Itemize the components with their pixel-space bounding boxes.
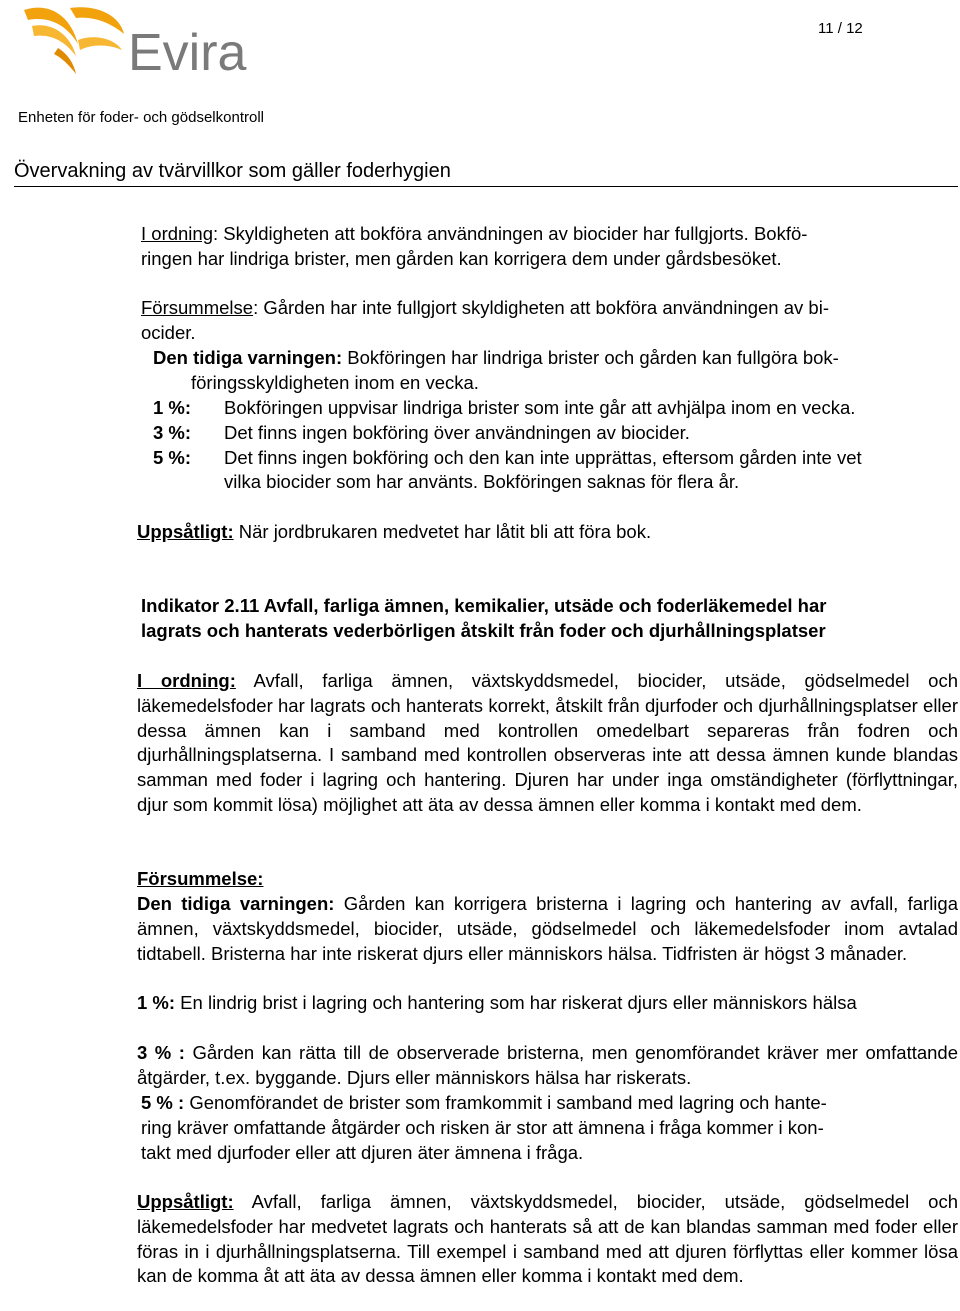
section2-uppsatligt [137, 1190, 958, 1289]
iordning-label: I ordning: [137, 670, 236, 691]
section2-penalty-1 [137, 991, 958, 1016]
section2-penalty-5 [141, 1091, 946, 1165]
document-title: Övervakning av tvärvillkor som gäller foderhygien [14, 160, 451, 182]
iordning-label: I ordning [141, 223, 213, 244]
svg-text:Evira: Evira [128, 24, 247, 76]
penalty-1-label: 1 %: [153, 397, 192, 418]
varning-label: Den tidiga varningen: [153, 347, 343, 368]
iordning-text: Avfall, farliga ämnen, växtskyddsmedel, biocider, utsäde, gödselmedel och läkemedelsfoder har lagrats och hanterats korrekt, åtskilt från djurfoder och djurhållningsplatser eller dessa ämnen kan i samband med kontrollen omedelbart separeras från fodren och djurhållningsplatserna. I samband med kontrollen observeras inte att dessa ämnen kunde blandas samman med foder i lagring och hantering. Djuren har under inga omständigheter (förflyttningar, djur som kommit lösa) möjlighet att äta av dessa ämnen eller komma i kontakt med dem. [137, 670, 958, 815]
penalty-5-text-cont: ring kräver omfattande åtgärder och risken är stor att ämnena i fråga kommer i kon- [141, 1116, 824, 1138]
penalty-5-text: Genomförandet de brister som framkommit i samband med lagring och hante- [184, 1092, 827, 1113]
indicator-heading-line2: lagrats och hanterats vederbörligen åtskilt från foder och djurhållningsplatser [141, 619, 826, 641]
penalty-5-label: 5 % : [141, 1092, 185, 1113]
section2-penalty-3 [137, 1041, 958, 1091]
section1-varning [153, 346, 958, 396]
section1-forsummelse [141, 296, 956, 346]
section1-uppsatligt [137, 520, 952, 545]
penalty-1-label: 1 %: [137, 992, 176, 1013]
section2-varning [137, 892, 958, 966]
uppsatligt-label: Uppsåtligt: [137, 521, 234, 542]
penalty-1-text: Bokföringen uppvisar lindriga brister som inte går att avhjälpa inom en vecka. [224, 397, 856, 418]
unit-name: Enheten för foder- och gödselkontroll [18, 109, 264, 126]
indicator-heading-line1: Indikator 2.11 Avfall, farliga ämnen, kemikalier, utsäde och foderläkemedel har [141, 595, 827, 616]
varning-text: Bokföringen har lindriga brister och gården kan fullgöra bok- [342, 347, 839, 368]
penalty-3-text: Gården kan rätta till de observerade bristerna, men genomförandet kräver mer omfattande åtgärder, t.ex. byggande. Djurs eller människors hälsa har riskerats. [137, 1042, 959, 1088]
section1-iordning [141, 222, 941, 272]
penalty-5-text-cont2: takt med djurfoder eller att djuren äter ämnena i fråga. [141, 1141, 584, 1163]
forsummelse-label: Försummelse [141, 297, 254, 318]
indicator-heading [141, 594, 959, 644]
header-divider [14, 186, 958, 187]
uppsatligt-text: När jordbrukaren medvetet har låtit bli att föra bok. [233, 521, 652, 542]
evira-logo [18, 4, 263, 76]
uppsatligt-label: Uppsåtligt: [137, 1191, 234, 1212]
penalty-1-text: En lindrig brist i lagring och hantering som har riskerat djurs eller människors hälsa [175, 992, 857, 1013]
section1-penalties [153, 396, 958, 495]
forsummelse-text: : Gården har inte fullgjort skyldigheten att bokföra användningen av bi- [253, 297, 829, 318]
penalty-3-label: 3 %: [153, 421, 192, 443]
uppsatligt-text: Avfall, farliga ämnen, växtskyddsmedel, biocider, utsäde, gödselmedel och läkemedelsfoder har medvetet lagrats och hanterats så att de kan blandas samman med foder eller föras in i djurhållningsplatserna. Till exempel i samband med att djuren förflyttas eller kommer lösa kan de komma åt att äta av dessa ämnen eller komma i kontakt med dem. [137, 1191, 958, 1287]
varning-text: Gården kan korrigera bristerna i lagring och hantering av avfall, farliga ämnen, växtskyddsmedel, biocider, utsäde, gödselmedel och läkemedelsfoder inom avtalad tidtabell. Bristerna har inte riskerat djurs eller människors hälsa. Tidfristen är högst 3 månader. [137, 893, 958, 964]
penalty-3-text: Det finns ingen bokföring över användningen av biocider. [224, 421, 690, 443]
penalty-5-text: Det finns ingen bokföring och den kan inte upprättas, eftersom gården inte vet [224, 446, 862, 468]
forsummelse-text-cont: ocider. [141, 321, 196, 343]
varning-text-cont: föringsskyldigheten inom en vecka. [191, 371, 479, 393]
section2-forsummelse [137, 867, 958, 892]
varning-label: Den tidiga varningen: [137, 893, 335, 914]
penalty-5-label: 5 %: [153, 446, 192, 468]
penalty-5-text-cont: vilka biocider som har använts. Bokföringen saknas för flera år. [224, 471, 740, 493]
iordning-text: : Skyldigheten att bokföra användningen av biocider har fullgjorts. Bokfö- [213, 223, 808, 244]
iordning-text-cont: ringen har lindriga brister, men gården kan korrigera dem under gårdsbesöket. [141, 247, 782, 269]
forsummelse-label: Försummelse: [137, 868, 264, 889]
section2-iordning [137, 669, 958, 818]
penalty-3-label: 3 % : [137, 1042, 185, 1063]
page-number: 11 / 12 [818, 20, 863, 37]
